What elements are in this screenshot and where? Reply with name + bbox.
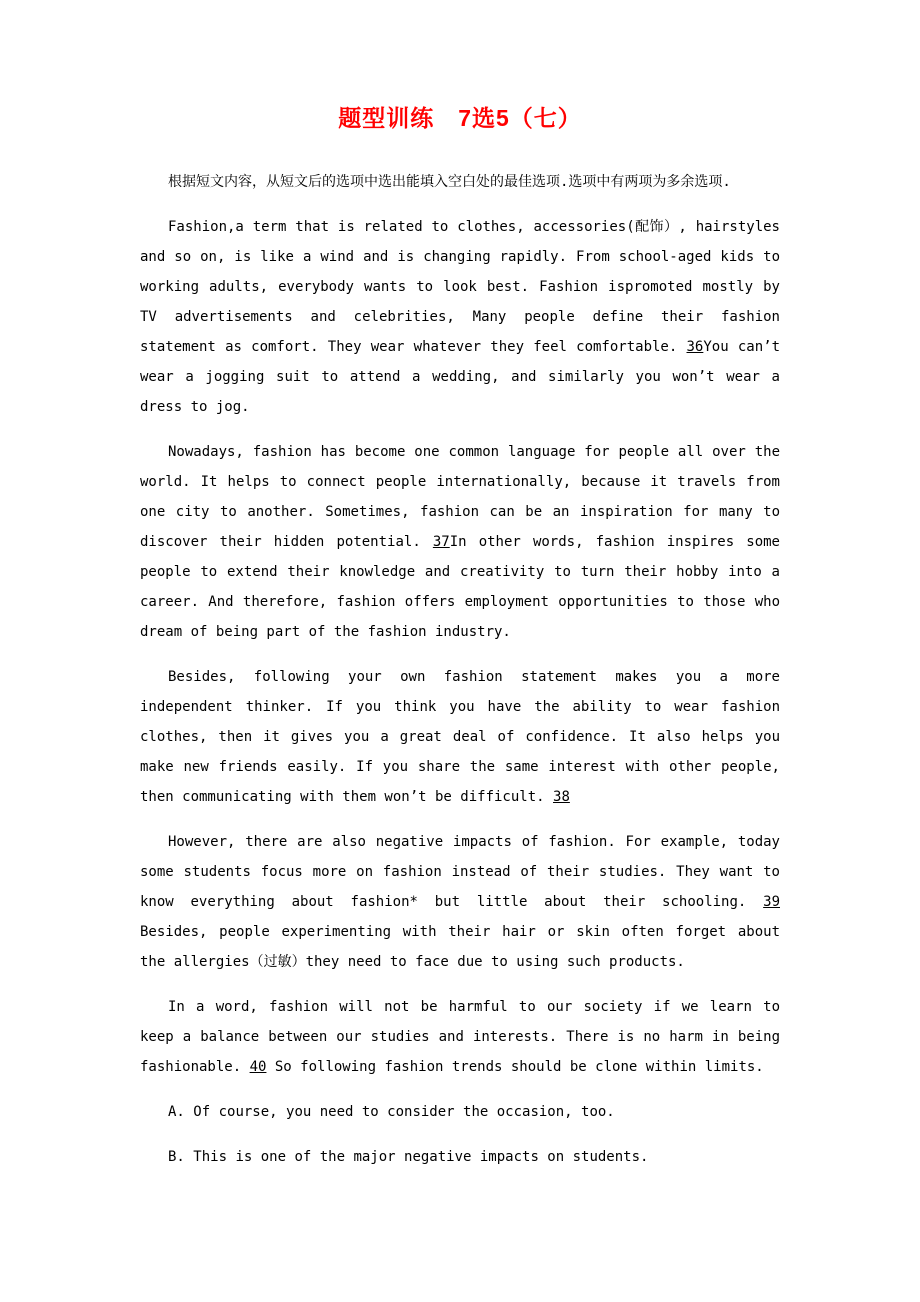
blank-38: 38	[553, 789, 570, 805]
option-b	[140, 1142, 780, 1172]
paragraph-5-text-pre: In a word, fashion will not be harmful to our society if we learn to keep a balance between our studies and interests. There is no harm in being fashionable.	[140, 999, 780, 1075]
option-a	[140, 1097, 780, 1127]
option-b-label: B.	[168, 1149, 185, 1165]
paragraph-1	[140, 212, 780, 422]
blank-40: 40	[249, 1059, 267, 1075]
paragraph-4-text-post: Besides, people experimenting with their hair or skin often forget about the allergies（过敏）they need to face due to using such products.	[140, 924, 780, 970]
paragraph-2	[140, 437, 780, 647]
paragraph-1-text-post: You can’t wear a jogging suit to attend a wedding, and similarly you won’t wear a dress to jog.	[140, 339, 781, 415]
paragraph-4	[140, 827, 780, 977]
paragraph-2-text-pre: Nowadays, fashion has become one common language for people all over the world. It helps to connect people internationally, because it travels from one city to another. Sometimes, fashion can be an inspiration for many to discover their hidden potential.	[140, 444, 780, 550]
blank-37: 37	[432, 534, 450, 550]
paragraph-5-text-post: So following fashion trends should be clone within limits.	[266, 1059, 764, 1075]
paragraph-3	[140, 662, 780, 812]
option-b-text: This is one of the major negative impacts on students.	[193, 1149, 649, 1165]
paragraph-1-text-pre: Fashion,a term that is related to clothes, accessories(配饰）, hairstyles and so on, is like a wind and is changing rapidly. From school-aged kids to working adults, everybody wants to look best. Fashion ispromoted mostly by TV advertisements and celebrities, Many people define their fashion statement as comfort. They wear whatever they feel comfortable.	[140, 219, 780, 355]
blank-39: 39	[763, 894, 780, 910]
instructions: 根据短文内容，从短文后的选项中选出能填入空白处的最佳选项.选项中有两项为多余选项.	[168, 174, 731, 190]
paragraph-4-text-pre: However, there are also negative impacts of fashion. For example, today some students focus more on fashion instead of their studies. They want to know everything about fashion* but little about their schooling.	[140, 834, 780, 910]
option-a-text: Of course, you need to consider the occasion, too.	[193, 1104, 615, 1120]
blank-36: 36	[686, 339, 704, 355]
page-title: 题型训练 7选5（七）	[338, 105, 582, 131]
paragraph-5	[140, 992, 780, 1082]
paragraph-2-text-post: In other words, fashion inspires some people to extend their knowledge and creativity to turn their hobby into a career. And therefore, fashion offers employment opportunities to those who dream of being part of the fashion industry.	[140, 534, 780, 640]
option-a-label: A.	[168, 1104, 185, 1120]
paragraph-3-text-pre: Besides, following your own fashion statement makes you a more independent thinker. If you think you have the ability to wear fashion clothes, then it gives you a great deal of confidence. It also helps you make new friends easily. If you share the same interest with other people, then communicating with them won’t be difficult.	[140, 669, 780, 805]
